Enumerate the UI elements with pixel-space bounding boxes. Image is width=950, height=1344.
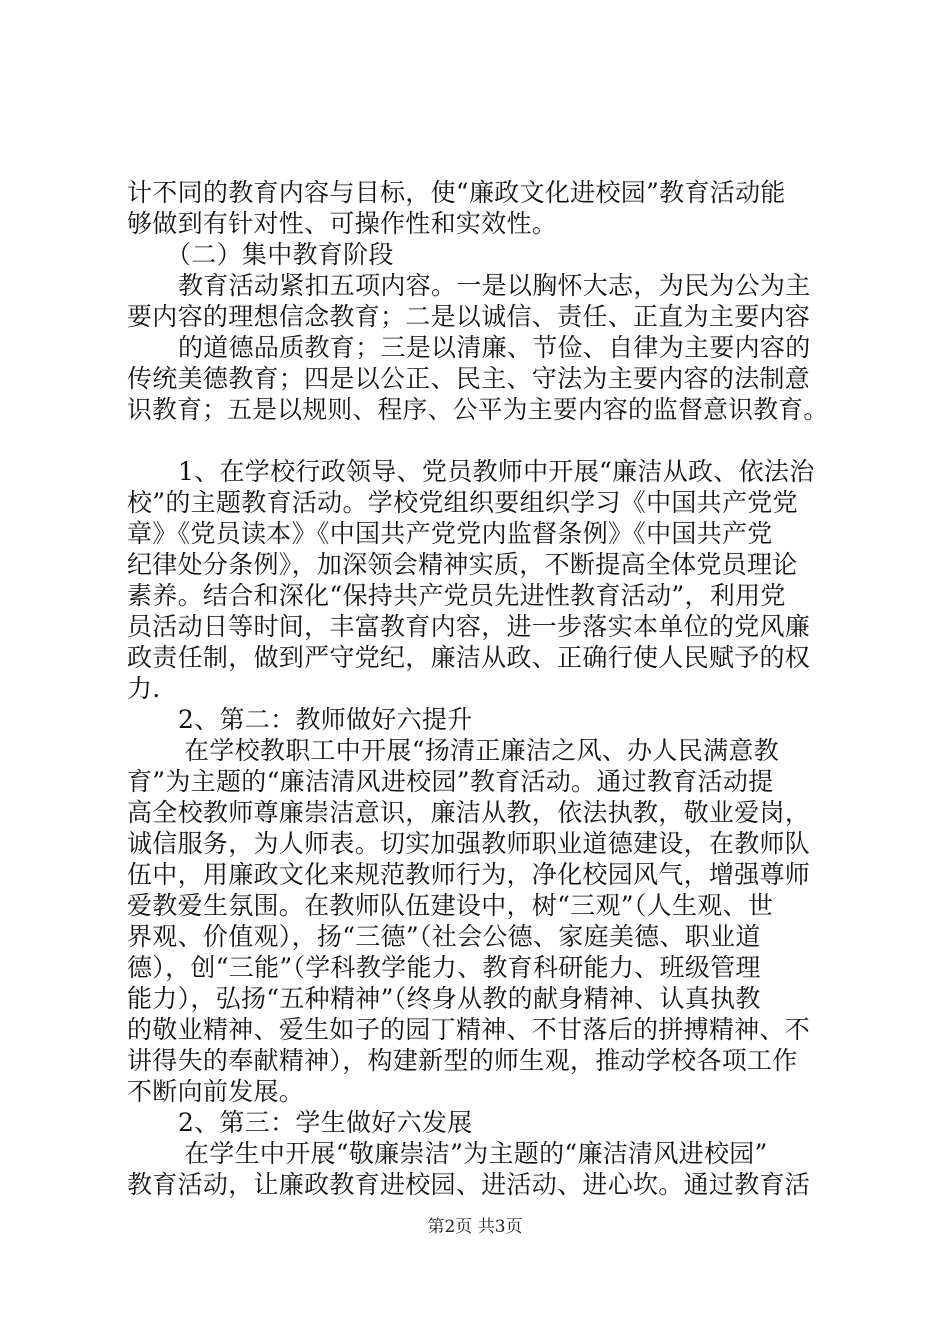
text-line: 能力），弘扬“五种精神”（终身从教的献身精神、认真执教 [127,984,761,1013]
text-line: 1、在学校行政领导、党员教师中开展“廉洁从政、依法治 [178,457,815,486]
text-line: 计不同的教育内容与目标，使“廉政文化进校园”教育活动能 [127,178,786,207]
text-line: 在学校教职工中开展“扬清正廉洁之风、办人民满意教 [184,736,779,765]
text-line: 章》《党员读本》《中国共产党党内监督条例》《中国共产党 [127,519,773,548]
text-line: 伍中，用廉政文化来规范教师行为，净化校园风气，增强尊师 [127,860,811,889]
text-line: 诚信服务，为人师表。切实加强教师职业道德建设，在教师队 [127,829,811,858]
section-heading: 2、第三：学生做好六发展 [178,1108,473,1137]
text-line: 教育活动紧扣五项内容。一是以胸怀大志，为民为公为主 [178,271,811,300]
text-line: 素养。结合和深化“保持共产党员先进性教育活动”，利用党 [127,581,786,610]
text-line: 纪律处分条例》，加深领会精神实质，不断提高全体党员理论 [127,550,798,579]
section-heading: 2、第二：教师做好六提升 [178,705,473,734]
text-line: 校”的主题教育活动。学校党组织要组织学习《中国共产党党 [127,488,798,517]
text-line: 德），创“三能”（学科教学能力、教育科研能力、班级管理 [127,953,761,982]
text-line: 高全校教师尊廉崇洁意识，廉洁从教，依法执教，敬业爱岗， [127,798,811,827]
text-line: 界观、价值观），扬“三德”（社会公德、家庭美德、职业道 [127,922,761,951]
text-line: 员活动日等时间，丰富教育内容，进一步落实本单位的党风廉 [127,612,811,641]
text-line: 的敬业精神、爱生如子的园丁精神、不甘落后的拼搏精神、不 [127,1015,811,1044]
text-line: 要内容的理想信念教育；二是以诚信、责任、正直为主要内容 [127,302,811,331]
text-line: 不断向前发展。 [127,1077,305,1106]
text-line: 力. [127,674,161,703]
text-line: 爱教爱生氛围。在教师队伍建设中，树“三观”（人生观、世 [127,891,774,920]
text-line: 识教育；五是以规则、程序、公平为主要内容的监督意识教育。 [127,395,829,424]
text-line: 传统美德教育；四是以公正、民主、守法为主要内容的法制意 [127,364,811,393]
text-line: 政责任制，做到严守党纪，廉洁从政、正确行使人民赋予的权 [127,643,811,672]
section-heading: （二）集中教育阶段 [166,240,394,269]
page-footer: 第2页 共3页 [427,1217,523,1237]
text-line: 够做到有针对性、可操作性和实效性。 [127,209,558,238]
text-line: 的道德品质教育；三是以清廉、节俭、自律为主要内容的 [178,333,811,362]
text-line: 在学生中开展“敬廉崇洁”为主题的“廉洁清风进校园” [184,1139,768,1168]
text-line: 育”为主题的“廉洁清风进校园”教育活动。通过教育活动提 [127,767,774,796]
text-line: 讲得失的奉献精神），构建新型的师生观，推动学校各项工作 [127,1046,798,1075]
text-line: 教育活动，让廉政教育进校园、进活动、进心坎。通过教育活 [127,1170,811,1199]
